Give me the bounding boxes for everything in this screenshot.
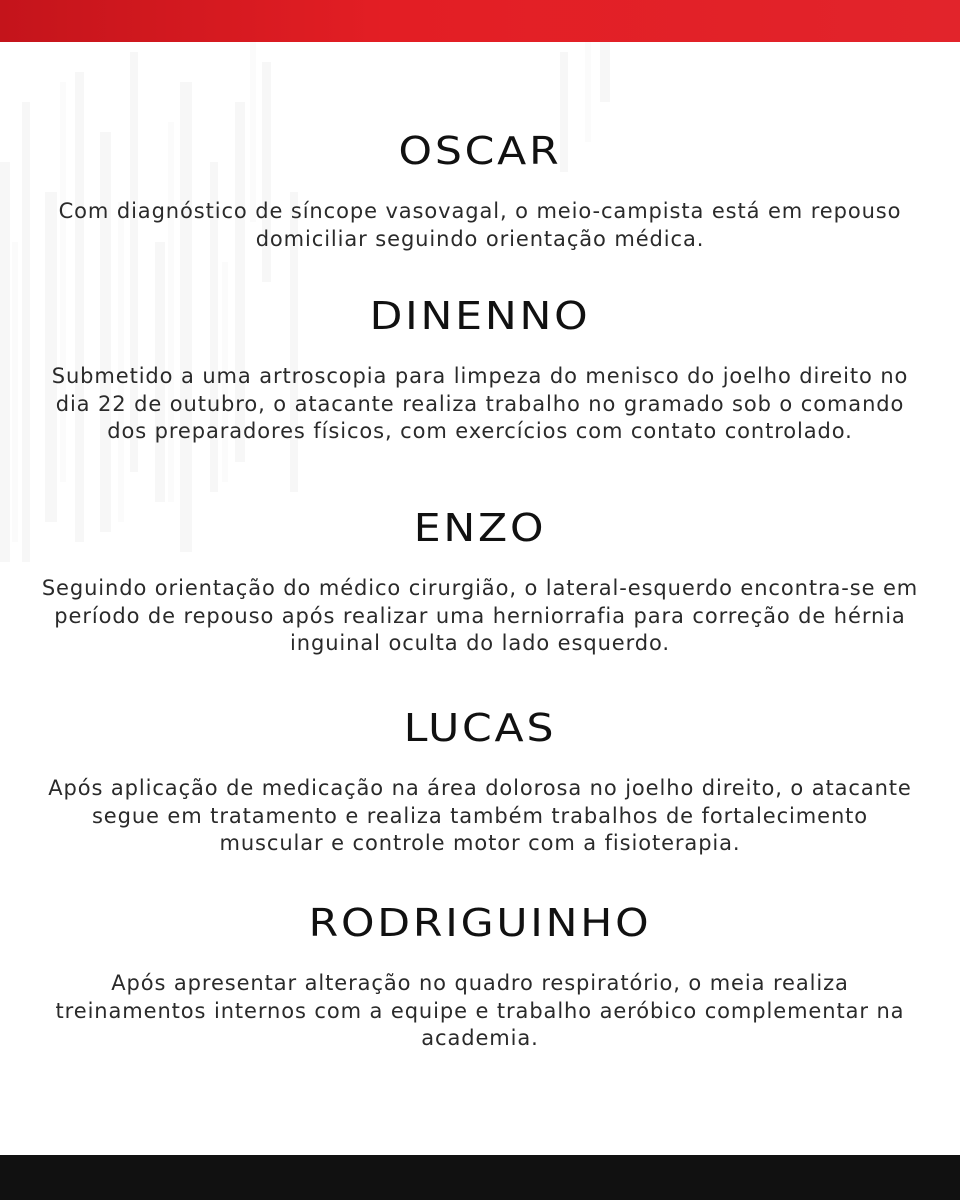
player-section-enzo bbox=[40, 505, 920, 658]
player-description: Com diagnóstico de síncope vasovagal, o meio-campista está em repouso domiciliar seguindo orientação médica. bbox=[58, 199, 902, 251]
player-section-dinenno bbox=[40, 293, 920, 446]
player-section-rodriguinho bbox=[40, 900, 920, 1053]
player-description: Submetido a uma artroscopia para limpeza do menisco do joelho direito no dia 22 de outubro, o atacante realiza trabalho no gramado sob o comando dos preparadores físicos, com exercícios com contato controlado. bbox=[51, 364, 909, 443]
player-name: OSCAR bbox=[398, 129, 562, 173]
player-section-lucas bbox=[40, 705, 920, 858]
player-name: ENZO bbox=[413, 506, 547, 550]
player-section-oscar bbox=[40, 128, 920, 253]
player-description: Após apresentar alteração no quadro respiratório, o meia realiza treinamentos internos com a equipe e trabalho aeróbico complementar na academia. bbox=[55, 971, 905, 1050]
player-name: DINENNO bbox=[369, 294, 591, 338]
player-description: Seguindo orientação do médico cirurgião, o lateral-esquerdo encontra-se em período de repouso após realizar uma herniorrafia para correção de hérnia inguinal oculta do lado esquerdo. bbox=[41, 576, 919, 655]
top-accent-bar bbox=[0, 0, 960, 42]
player-name: LUCAS bbox=[403, 706, 557, 750]
player-name: RODRIGUINHO bbox=[308, 901, 652, 945]
bottom-bar bbox=[0, 1155, 960, 1200]
player-description: Após aplicação de medicação na área dolorosa no joelho direito, o atacante segue em tratamento e realiza também trabalhos de fortalecimento muscular e controle motor com a fisioterapia. bbox=[48, 776, 912, 855]
